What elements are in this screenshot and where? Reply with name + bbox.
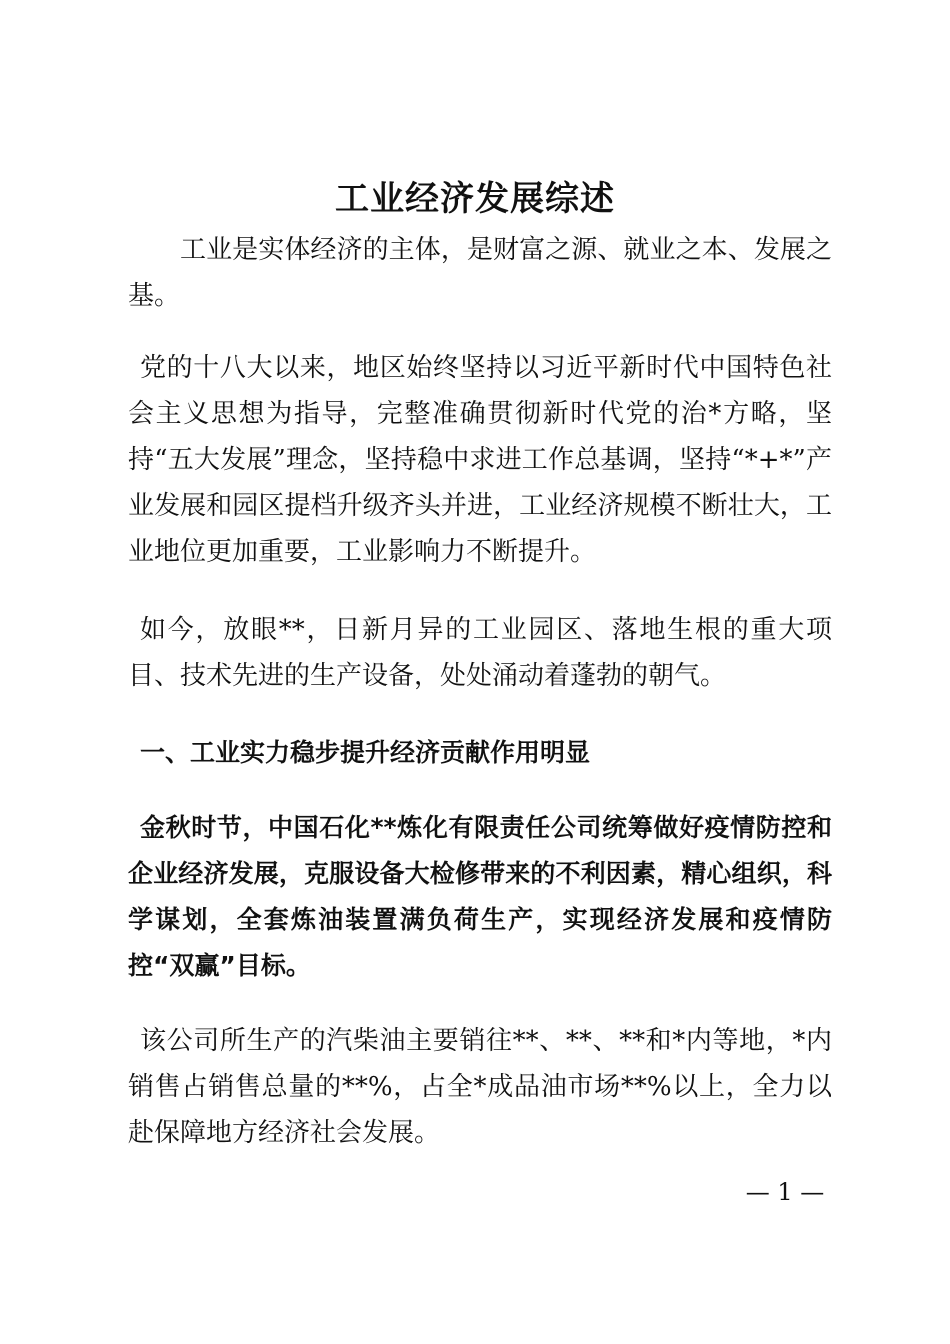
document-title: 工业经济发展综述 xyxy=(335,179,615,219)
section-heading: 一、工业实力稳步提升经济贡献作用明显 xyxy=(140,738,591,767)
paragraph-today: 如今，放眼**，日新月异的工业园区、落地生根的重大项目、技术先进的生产设备，处处涌动着蓬勃的朝气。 xyxy=(128,615,832,691)
paragraph-sales: 该公司所生产的汽柴油主要销往**、**、**和*内等地，*内销售占销售总量的**%，占全*成品油市场**%以上，全力以赴保障地方经济社会发展。 xyxy=(128,1026,832,1148)
paragraph-since-18th-congress: 党的十八大以来，地区始终坚持以习近平新时代中国特色社会主义思想为指导，完整准确贯彻新时代党的治*方略，坚持“五大发展”理念，坚持稳中求进工作总基调，坚持“*+*”产业发展和园区提档升级齐头并进，工业经济规模不断壮大，工业地位更加重要，工业影响力不断提升。 xyxy=(128,353,832,567)
paragraph-sinopec: 金秋时节，中国石化**炼化有限责任公司统筹做好疫情防控和企业经济发展，克服设备大检修带来的不利因素，精心组织，科学谋划，全套炼油装置满负荷生产，实现经济发展和疫情防控“双赢”目标。 xyxy=(128,813,832,980)
paragraph-intro: 工业是实体经济的主体，是财富之源、就业之本、发展之基。 xyxy=(128,235,832,311)
page-number: — 1 — xyxy=(745,1178,825,1206)
